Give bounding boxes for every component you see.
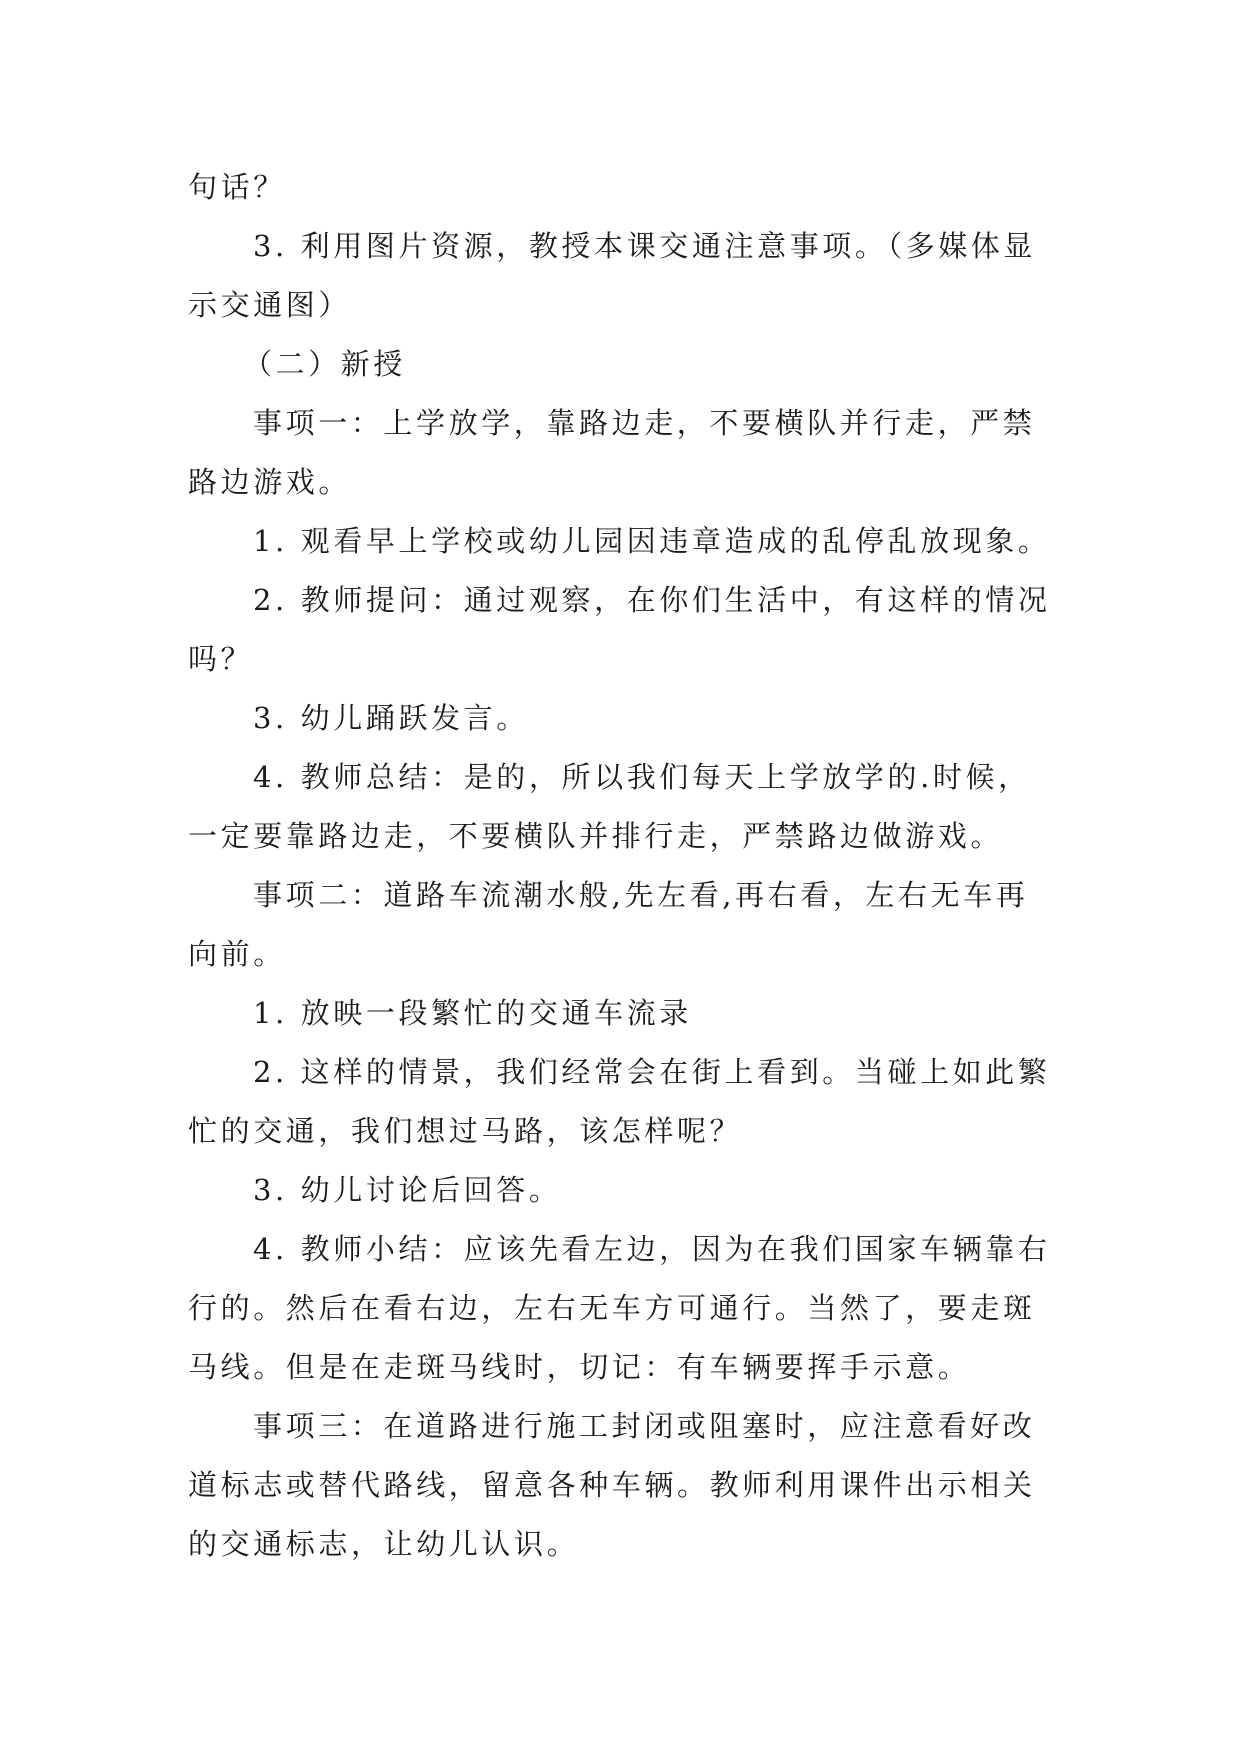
text-line: 3. 利用图片资源，教授本课交通注意事项。（多媒体显 xyxy=(253,229,1036,263)
text-line: 马线。但是在走斑马线时，切记：有车辆要挥手示意。 xyxy=(188,1350,971,1384)
text-line: 1. 观看早上学校或幼儿园因违章造成的乱停乱放现象。 xyxy=(253,524,1051,558)
text-line: 3. 幼儿讨论后回答。 xyxy=(253,1173,562,1207)
section-heading: （二）新授 xyxy=(243,347,407,381)
text-line: 1. 放映一段繁忙的交通车流录 xyxy=(253,996,692,1030)
text-line: 道标志或替代路线，留意各种车辆。教师利用课件出示相关 xyxy=(188,1468,1036,1502)
text-line: 事项一：上学放学，靠路边走，不要横队并行走，严禁 xyxy=(253,406,1036,440)
text-line: 事项三：在道路进行施工封闭或阻塞时，应注意看好改 xyxy=(253,1409,1036,1443)
text-line: 一定要靠路边走，不要横队并排行走，严禁路边做游戏。 xyxy=(188,819,1004,853)
text-line: 4. 教师总结：是的，所以我们每天上学放学的.时候， xyxy=(253,760,1031,794)
text-line: 2. 教师提问：通过观察，在你们生活中，有这样的情况 xyxy=(253,583,1051,617)
text-line: 忙的交通，我们想过马路，该怎样呢？ xyxy=(188,1114,743,1148)
text-line: 路边游戏。 xyxy=(188,465,352,499)
text-line: 示交通图） xyxy=(188,288,352,322)
text-line: 句话？ xyxy=(188,170,286,204)
text-line: 2. 这样的情景，我们经常会在街上看到。当碰上如此繁 xyxy=(253,1055,1051,1089)
text-line: 吗？ xyxy=(188,642,254,676)
text-line: 行的。然后在看右边，左右无车方可通行。当然了，要走斑 xyxy=(188,1291,1036,1325)
text-line: 事项二：道路车流潮水般,先左看,再右看，左右无车再 xyxy=(253,878,1029,912)
text-line: 的交通标志，让幼儿认识。 xyxy=(188,1527,580,1561)
text-line: 向前。 xyxy=(188,937,286,971)
text-line: 3. 幼儿踊跃发言。 xyxy=(253,701,529,735)
document-body xyxy=(188,158,1060,1574)
text-line: 4. 教师小结：应该先看左边，因为在我们国家车辆靠右 xyxy=(253,1232,1051,1266)
